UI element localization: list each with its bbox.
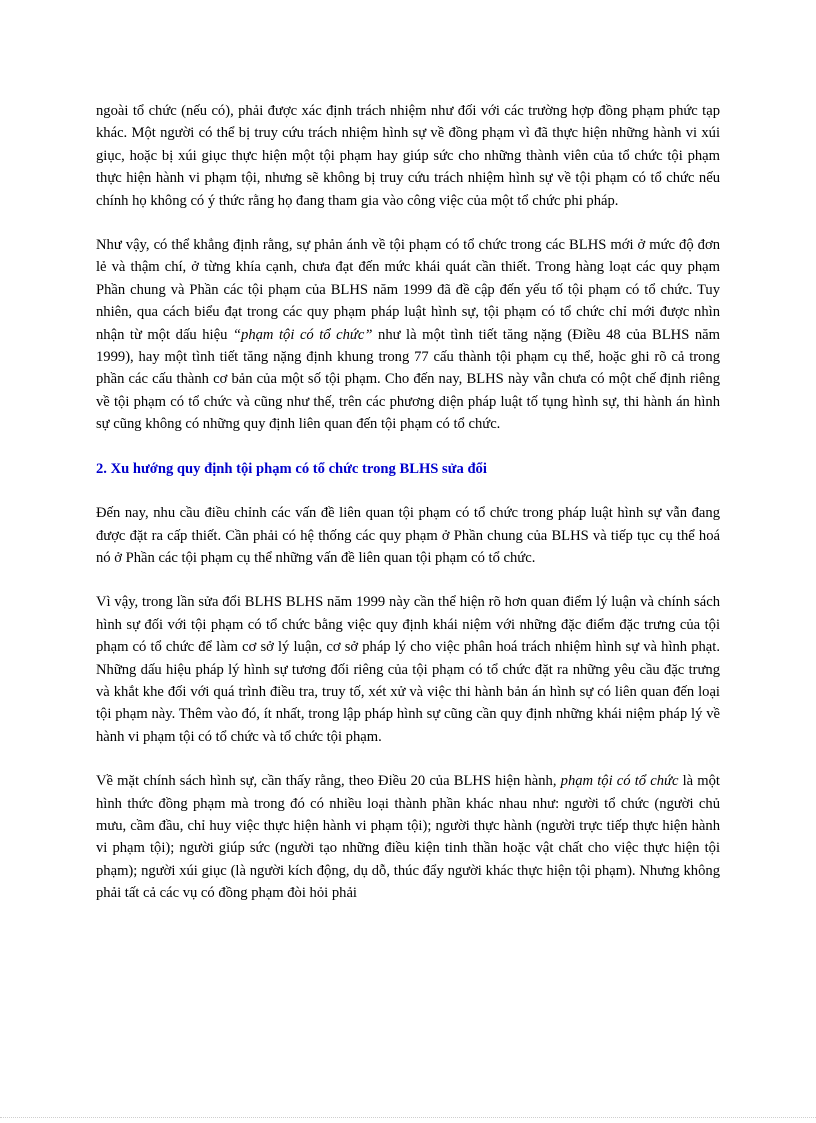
paragraph-text: Như vậy, có thể khẳng định rằng, sự phản ánh về tội phạm có tổ chức trong các BLHS mới ở mức độ đơn lẻ và thậm chí, ở từng khía cạnh, chưa đạt đến mức khái quát cần thiết. Trong hàng loạt các quy phạm Phần chung và Phần các tội phạm của BLHS năm 1999 đã đề cập đến yếu tố tội phạm có tổ chức. Tuy nhiên, qua cách biểu đạt trong các quy phạm pháp luật hình sự, tội phạm có tổ chức chỉ mới được nhìn nhận từ một dấu hiệu: [96, 237, 720, 343]
paragraph-text: như là một tình tiết tăng nặng (Điều 48 của BLHS năm 1999), hay một tình tiết tăng nặng định khung trong 77 cấu thành tội phạm cụ thể, hoặc ghi rõ cả trong phần các cấu thành cơ bản của một số tội phạm. Cho đến nay, BLHS này vẫn chưa có một chế định riêng về tội phạm có tổ chức và cũng như thế, trên các phương diện pháp luật tố tụng hình sự, thi hành án hình sự cũng không có những quy định liên quan đến tội phạm có tổ chức.: [96, 326, 720, 433]
paragraph-organized-crime-liability: ngoài tổ chức (nếu có), phải được xác định trách nhiệm như đối với các trường hợp đồng phạm phức tạp khác. Một người có thể bị truy cứu trách nhiệm hình sự về đồng phạm vì đã thực hiện những hành vi xúi giục, hoặc bị xúi giục thực hiện một tội phạm hay giúp sức cho những thành viên của tổ chức tội phạm thực hiện hành vi phạm tội, nhưng sẽ không bị truy cứu trách nhiệm hình sự về tội phạm có tổ chức nếu chính họ không có ý thức rằng họ đang tham gia vào công việc của một tổ chức phi pháp.: [96, 103, 720, 209]
page-bottom-divider: [0, 1117, 816, 1118]
document-page: [96, 100, 720, 927]
paragraph-amendment-policy: Vì vậy, trong lần sửa đổi BLHS BLHS năm 1999 này cần thể hiện rõ hơn quan điểm lý luận và chính sách hình sự đối với tội phạm có tổ chức bằng việc quy định khái niệm với những đặc điểm đặc trưng của tội phạm có tổ chức để làm cơ sở lý luận, cơ sở pháp lý cho việc phân hoá trách nhiệm hình sự và hình phạt. Những dấu hiệu pháp lý hình sự tương đối riêng của tội phạm có tổ chức đặt ra những yêu cầu đặc trưng và khắt khe đối với quá trình điều tra, truy tố, xét xử và việc thi hành bản án hình sự có liên quan đến loại tội phạm này. Thêm vào đó, ít nhất, trong lập pháp hình sự cũng cần quy định những khái niệm pháp lý về hành vi phạm tội có tổ chức và tổ chức tội phạm.: [96, 594, 720, 745]
section-heading: 2. Xu hướng quy định tội phạm có tổ chức trong BLHS sửa đổi: [96, 460, 487, 477]
emphasis-quote: “phạm tội có tổ chức”: [232, 326, 373, 343]
paragraph-criminal-policy: [96, 770, 720, 904]
paragraph-text: Về mặt chính sách hình sự, cần thấy rằng, theo Điều 20 của BLHS hiện hành,: [96, 773, 561, 790]
paragraph-blhs-reflection: [96, 234, 720, 436]
emphasis-term: phạm tội có tổ chức: [560, 773, 679, 790]
paragraph-text: là một hình thức đồng phạm mà trong đó có nhiều loại thành phần khác nhau như: người tổ chức (người chủ mưu, cầm đầu, chỉ huy việc thực hiện hành vi phạm tội); người thực hành (người trực tiếp thực hiện hành vi phạm tội); người giúp sức (người tạo những điều kiện tinh thần hoặc vật chất cho việc thực hiện tội phạm); người xúi giục (là người kích động, dụ dỗ, thúc đẩy người khác thực hiện tội phạm). Nhưng không phải tất cả các vụ có đồng phạm đòi hỏi phải: [96, 773, 720, 902]
paragraph-regulation-needs: Đến nay, nhu cầu điều chỉnh các vấn đề liên quan tội phạm có tổ chức trong pháp luật hình sự vẫn đang được đặt ra cấp thiết. Cần phải có hệ thống các quy phạm ở Phần chung của BLHS và tiếp tục cụ thể hoá nó ở Phần các tội phạm cụ thể những vấn đề liên quan tội phạm có tổ chức.: [96, 505, 720, 566]
